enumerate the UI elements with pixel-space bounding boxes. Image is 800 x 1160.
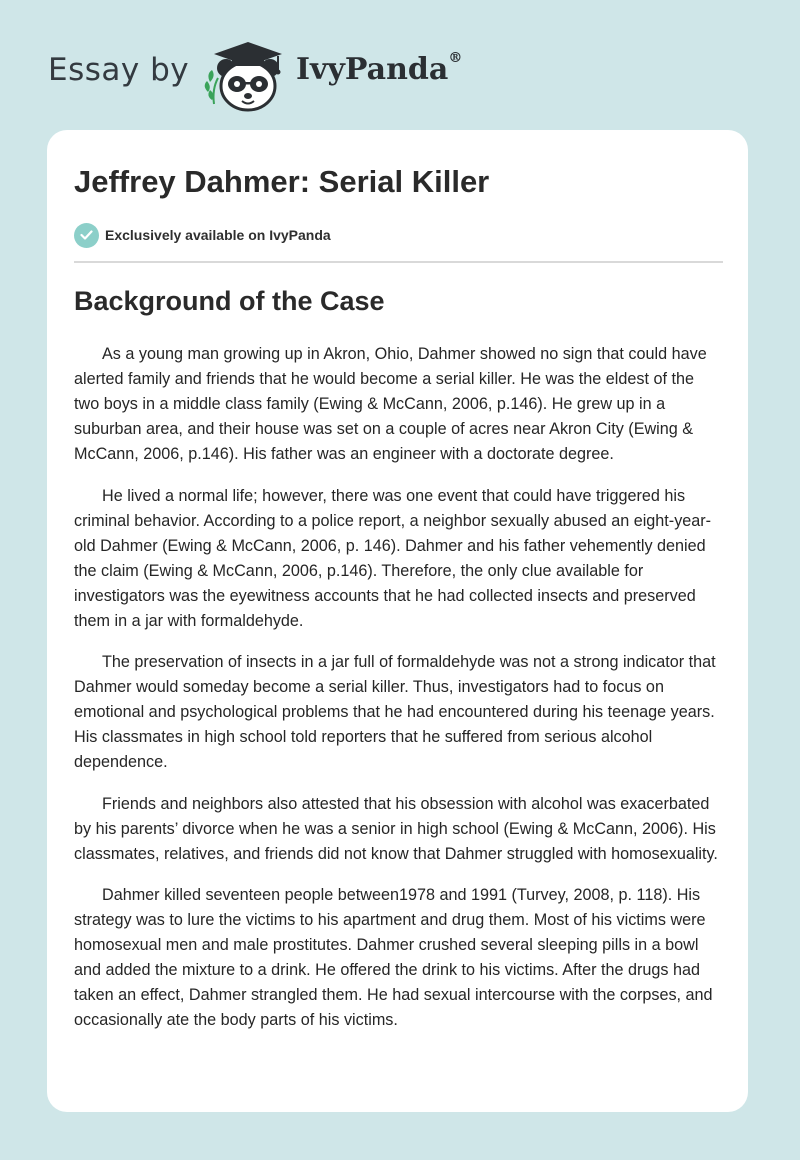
check-circle-icon xyxy=(74,223,99,248)
exclusive-badge-label: Exclusively available on IvyPanda xyxy=(105,227,331,243)
essay-body xyxy=(74,342,722,1050)
exclusive-badge xyxy=(74,222,331,248)
brand-name[interactable] xyxy=(296,52,462,87)
section-heading: Background of the Case xyxy=(74,286,385,316)
paragraph: He lived a normal life; however, there was one event that could have triggered his criminal behavior. According to a police report, a neighbor sexually abused an eight-year-old Dahmer (Ewing & McCann, 2006, p. 146). Dahmer and his father vehemently denied the claim (Ewing & McCann, 2006, p.146). Therefore, the only clue available for investigators was the eyewitness accounts that he had collected insects and preserved them in a jar with formaldehyde. xyxy=(74,486,712,630)
panda-logo-icon[interactable] xyxy=(200,34,290,114)
title-divider xyxy=(74,261,723,263)
essay-card xyxy=(47,130,748,1112)
brand-name-text: IvyPanda xyxy=(296,52,449,87)
paragraph: Friends and neighbors also attested that his obsession with alcohol was exacerbated by his parents’ divorce when he was a senior in high school (Ewing & McCann, 2006). His classmates, relatives, and friends did not know that Dahmer struggled with homosexuality. xyxy=(74,794,718,863)
essay-title: Jeffrey Dahmer: Serial Killer xyxy=(74,164,490,199)
paragraph: As a young man growing up in Akron, Ohio, Dahmer showed no sign that could have alerted family and friends that he would become a serial killer. He was the eldest of the two boys in a middle class family (Ewing & McCann, 2006, p.146). He grew up in a suburban area, and their house was set on a couple of acres near Akron City (Ewing & McCann, 2006, p.146). His father was an engineer with a doctorate degree. xyxy=(74,345,707,463)
site-header xyxy=(48,30,548,114)
registered-mark: ® xyxy=(448,50,463,66)
essay-by-label: Essay by xyxy=(48,52,190,88)
paragraph: The preservation of insects in a jar full of formaldehyde was not a strong indicator that Dahmer would someday become a serial killer. Thus, investigators had to focus on emotional and psychological problems that he had encountered during his teenage years. His classmates in high school told reporters that he suffered from serious alcohol dependence. xyxy=(74,653,716,771)
paragraph: Dahmer killed seventeen people between1978 and 1991 (Turvey, 2008, p. 118). His strategy was to lure the victims to his apartment and drug them. Most of his victims were homosexual men and male prostitutes. Dahmer crushed several sleeping pills in a bowl and added the mixture to a drink. He offered the drink to his victims. After the drugs had taken an effect, Dahmer strangled them. He had sexual intercourse with the corpses, and occasionally ate the body parts of his victims. xyxy=(74,886,713,1029)
